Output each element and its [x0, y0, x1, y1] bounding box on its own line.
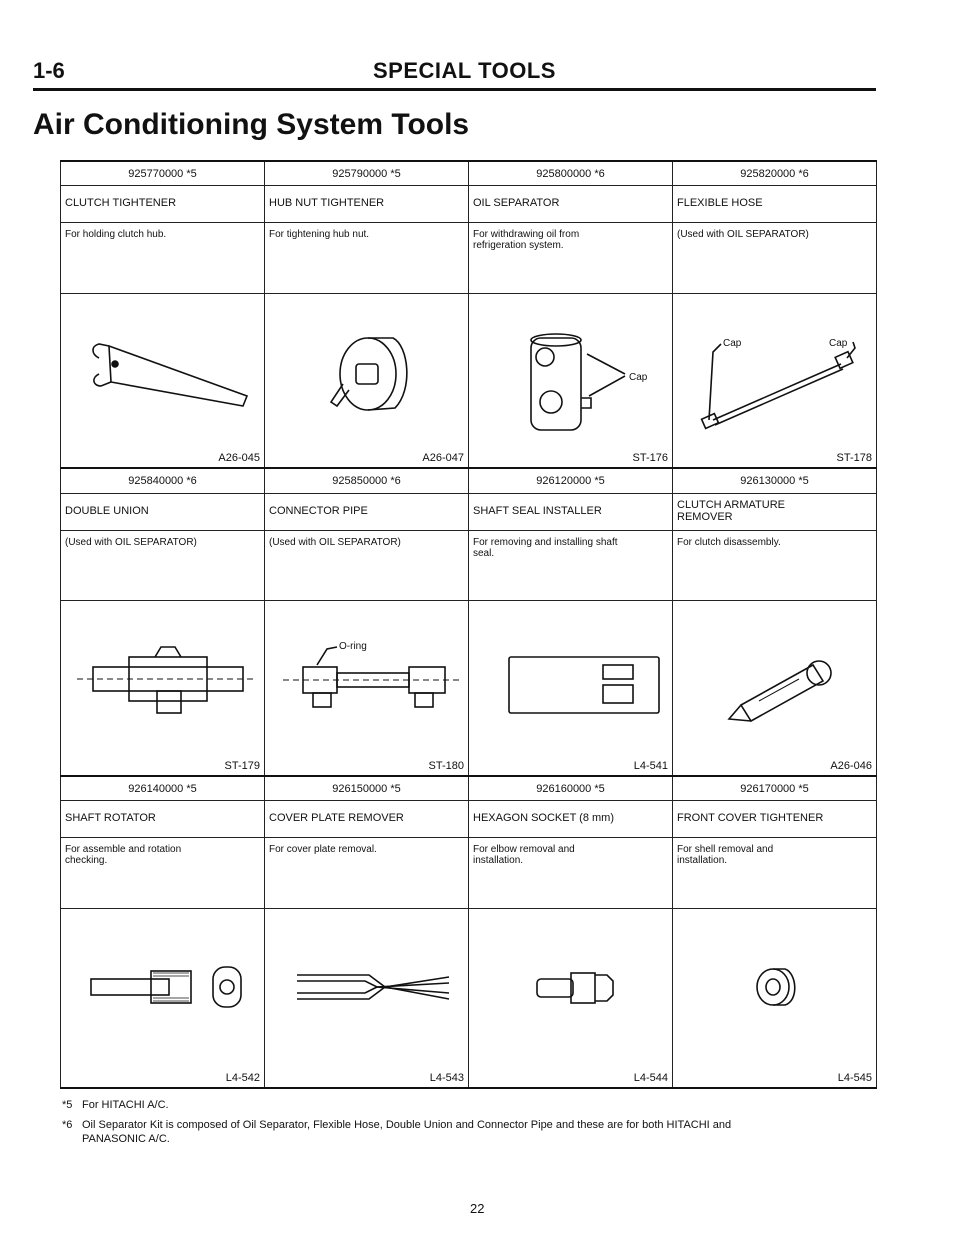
tool-usage: (Used with OIL SEPARATOR): [65, 536, 197, 548]
footnote: [62, 1098, 169, 1112]
part-number: 926160000 *5: [536, 782, 605, 795]
flexible-hose-figure: [681, 302, 869, 442]
page-section-number: 1-6: [33, 58, 65, 83]
tool-name: SHAFT ROTATOR: [65, 812, 156, 825]
tool-usage: (Used with OIL SEPARATOR): [269, 536, 401, 548]
figure-ref: L4-545: [837, 1072, 872, 1084]
tool-usage: For removing and installing shaft seal.: [473, 536, 618, 559]
tool-name: FLEXIBLE HOSE: [677, 197, 763, 210]
section-title: SPECIAL TOOLS: [373, 58, 556, 83]
tool-name: HUB NUT TIGHTENER: [269, 197, 385, 210]
part-number: 925820000 *6: [740, 168, 809, 180]
tool-name: HEXAGON SOCKET (8 mm): [473, 812, 614, 825]
figure-ref: ST-179: [224, 759, 260, 772]
connector-pipe-figure: [273, 609, 461, 749]
tool-name: CLUTCH ARMATURE REMOVER: [677, 498, 785, 523]
clutch-tightener-figure: [69, 302, 257, 442]
page-number: 22: [470, 1201, 485, 1216]
part-number: 925790000 *5: [332, 168, 401, 180]
footnote-continuation: PANASONIC A/C.: [82, 1133, 170, 1145]
o-ring-callout: O-ring: [339, 641, 367, 653]
part-number: 925770000 *5: [128, 168, 197, 180]
shaft-seal-installer-figure: [477, 609, 665, 749]
tool-usage: (Used with OIL SEPARATOR): [677, 229, 809, 241]
shaft-rotator-figure: [69, 917, 257, 1057]
part-number: 926170000 *5: [740, 782, 809, 795]
page-title: Air Conditioning System Tools: [33, 108, 470, 141]
figure-ref: L4-544: [633, 1072, 668, 1084]
figure-ref: L4-543: [429, 1072, 464, 1084]
part-number: 925840000 *6: [128, 475, 197, 488]
hose-cap-callout-left: Cap: [723, 337, 742, 349]
tool-name: FRONT COVER TIGHTENER: [677, 812, 824, 825]
tool-usage: For cover plate removal.: [269, 844, 377, 856]
page-header: [33, 58, 876, 91]
oil-separator-figure: [477, 302, 665, 442]
part-number: 926130000 *5: [740, 475, 809, 488]
clutch-armature-remover-figure: [681, 609, 869, 749]
tools-table: [60, 160, 877, 1089]
tool-name: CONNECTOR PIPE: [269, 504, 368, 517]
tool-usage: For clutch disassembly.: [677, 536, 781, 548]
double-union-figure: [69, 609, 257, 749]
part-number: 925800000 *6: [536, 168, 605, 180]
tool-usage: For holding clutch hub.: [65, 229, 167, 241]
tool-usage: For assemble and rotation checking.: [65, 844, 182, 867]
tool-name: CLUTCH TIGHTENER: [65, 197, 177, 210]
tool-name: COVER PLATE REMOVER: [269, 812, 404, 825]
tool-usage: For shell removal and installation.: [677, 844, 774, 867]
figure-ref: A26-045: [218, 452, 260, 465]
figure-ref: A26-047: [422, 452, 464, 465]
part-number: 925850000 *6: [332, 475, 401, 488]
footnote-mark: *5: [62, 1099, 73, 1111]
figure-ref: L4-542: [225, 1072, 260, 1084]
cover-plate-remover-figure: [273, 917, 461, 1057]
tool-usage: For tightening hub nut.: [269, 229, 370, 241]
tool-usage: For elbow removal and installation.: [473, 844, 575, 867]
footnote-text: Oil Separator Kit is composed of Oil Separator, Flexible Hose, Double Union and Connector Pipe and these are for both HITACHI and: [82, 1119, 732, 1131]
tool-usage: For withdrawing oil from refrigeration system.: [473, 229, 580, 252]
oil-separator-cap-callout: Cap: [629, 371, 648, 383]
figure-ref: A26-046: [830, 759, 872, 772]
tool-name: OIL SEPARATOR: [473, 197, 560, 210]
tool-name: SHAFT SEAL INSTALLER: [473, 504, 602, 517]
figure-ref: ST-178: [836, 452, 872, 465]
front-cover-tightener-figure: [681, 917, 869, 1057]
figure-ref: ST-176: [632, 452, 668, 465]
part-number: 926150000 *5: [332, 782, 401, 795]
footnote-mark: *6: [62, 1119, 73, 1131]
figure-ref: L4-541: [633, 759, 668, 772]
part-number: 926140000 *5: [128, 782, 197, 795]
hexagon-socket-figure: [477, 917, 665, 1057]
tool-name: DOUBLE UNION: [65, 504, 149, 517]
hub-nut-tightener-figure: [273, 302, 461, 442]
figure-ref: ST-180: [428, 759, 464, 772]
footnote-text: For HITACHI A/C.: [82, 1099, 169, 1111]
part-number: 926120000 *5: [536, 475, 605, 488]
hose-cap-callout-right: Cap: [829, 337, 848, 349]
footnote: [62, 1118, 852, 1146]
